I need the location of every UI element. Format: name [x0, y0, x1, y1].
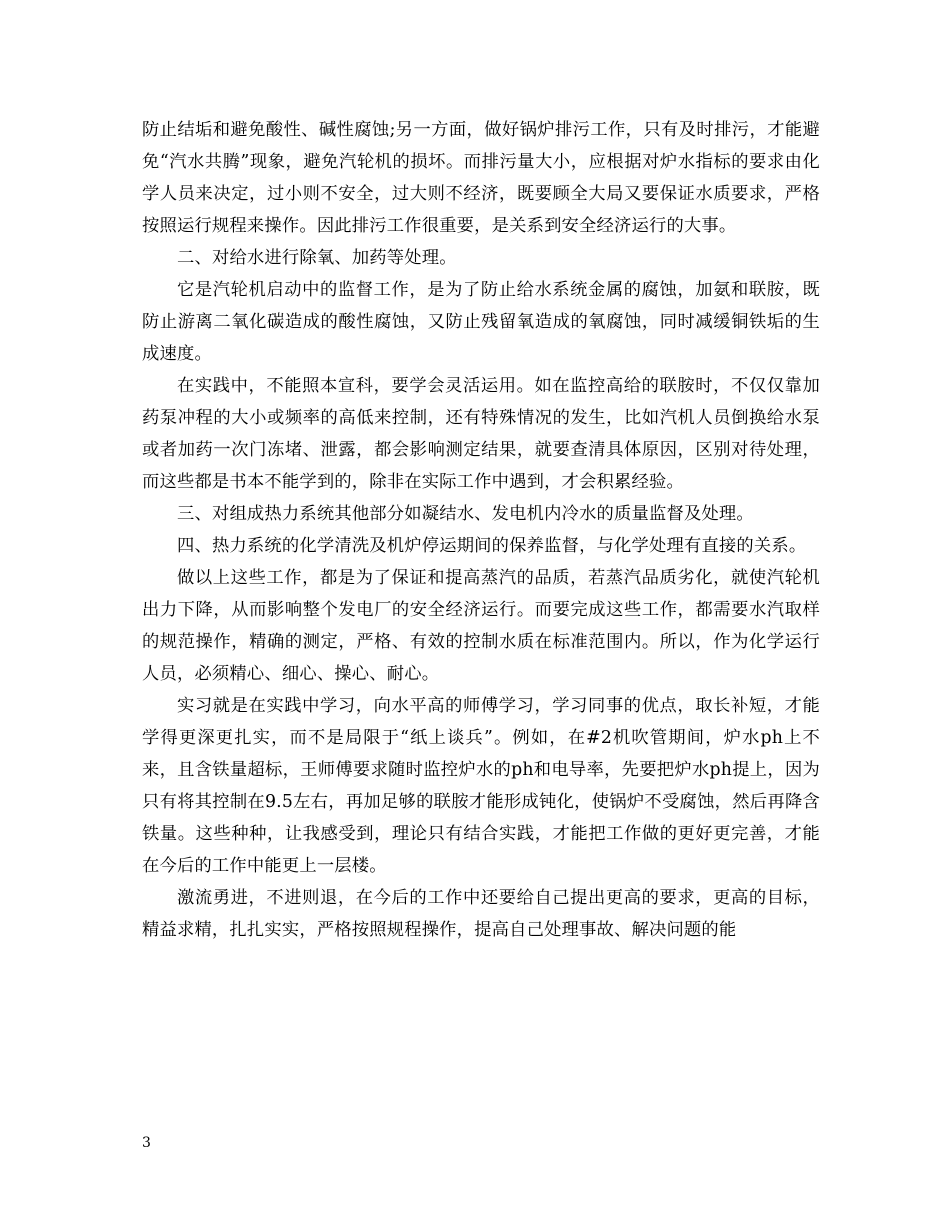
paragraph-item-two-heading: 二、对给水进行除氧、加药等处理。 — [177, 248, 457, 268]
page-number: 3 — [142, 1135, 151, 1151]
paragraph-internship: 实习就是在实践中学习，向水平高的师傅学习，学习同事的优点，取长补短，才能学得更深更扎实，而不是局限于“纸上谈兵”。例如，在#2机吹管期间，炉水ph上不来，且含铁量超标，王师傅要求随时监控炉水的ph和电导率，先要把炉水ph提上，因为只有将其控制在9.5左右，再加足够的联胺才能形成钝化，使锅炉不受腐蚀，然后再降含铁量。这些种种，让我感受到，理论只有结合实践，才能把工作做的更好更完善，才能在今后的工作中能更上一层楼。 — [142, 696, 820, 876]
paragraph-continuation: 防止结垢和避免酸性、碱性腐蚀;另一方面，做好锅炉排污工作，只有及时排污，才能避免“汽水共腾”现象，避免汽轮机的损坏。而排污量大小，应根据对炉水指标的要求由化学人员来决定，过小则不安全，过大则不经济，既要顾全大局又要保证水质要求，严格按照运行规程来操作。因此排污工作很重要，是关系到安全经济运行的大事。 — [142, 120, 820, 236]
paragraph-future-goals: 激流勇进，不进则退，在今后的工作中还要给自己提出更高的要求，更高的目标，精益求精，扎扎实实，严格按照规程操作，提高自己处理事故、解决问题的能 — [142, 888, 820, 940]
paragraph-practice: 在实践中，不能照本宣科，要学会灵活运用。如在监控高给的联胺时，不仅仅靠加药泵冲程的大小或频率的高低来控制，还有特殊情况的发生，比如汽机人员倒换给水泵或者加药一次门冻堵、泄露，都会影响测定结果，就要查清具体原因，区别对待处理，而这些都是书本不能学到的，除非在实际工作中遇到，才会积累经验。 — [142, 376, 820, 492]
paragraph-steam-quality: 做以上这些工作，都是为了保证和提高蒸汽的品质，若蒸汽品质劣化，就使汽轮机出力下降，从而影响整个发电厂的安全经济运行。而要完成这些工作，都需要水汽取样的规范操作，精确的测定，严格、有效的控制水质在标准范围内。所以，作为化学运行人员，必须精心、细心、操心、耐心。 — [142, 568, 820, 684]
paragraph-feedwater-treatment: 它是汽轮机启动中的监督工作，是为了防止给水系统金属的腐蚀，加氨和联胺，既防止游离二氧化碳造成的酸性腐蚀，又防止残留氧造成的氧腐蚀，同时减缓铜铁垢的生成速度。 — [142, 280, 820, 364]
paragraph-item-four-heading: 四、热力系统的化学清洗及机炉停运期间的保养监督，与化学处理有直接的关系。 — [177, 536, 807, 556]
paragraph-item-three-heading: 三、对组成热力系统其他部分如凝结水、发电机内冷水的质量监督及处理。 — [177, 504, 754, 524]
page-body — [142, 114, 820, 946]
